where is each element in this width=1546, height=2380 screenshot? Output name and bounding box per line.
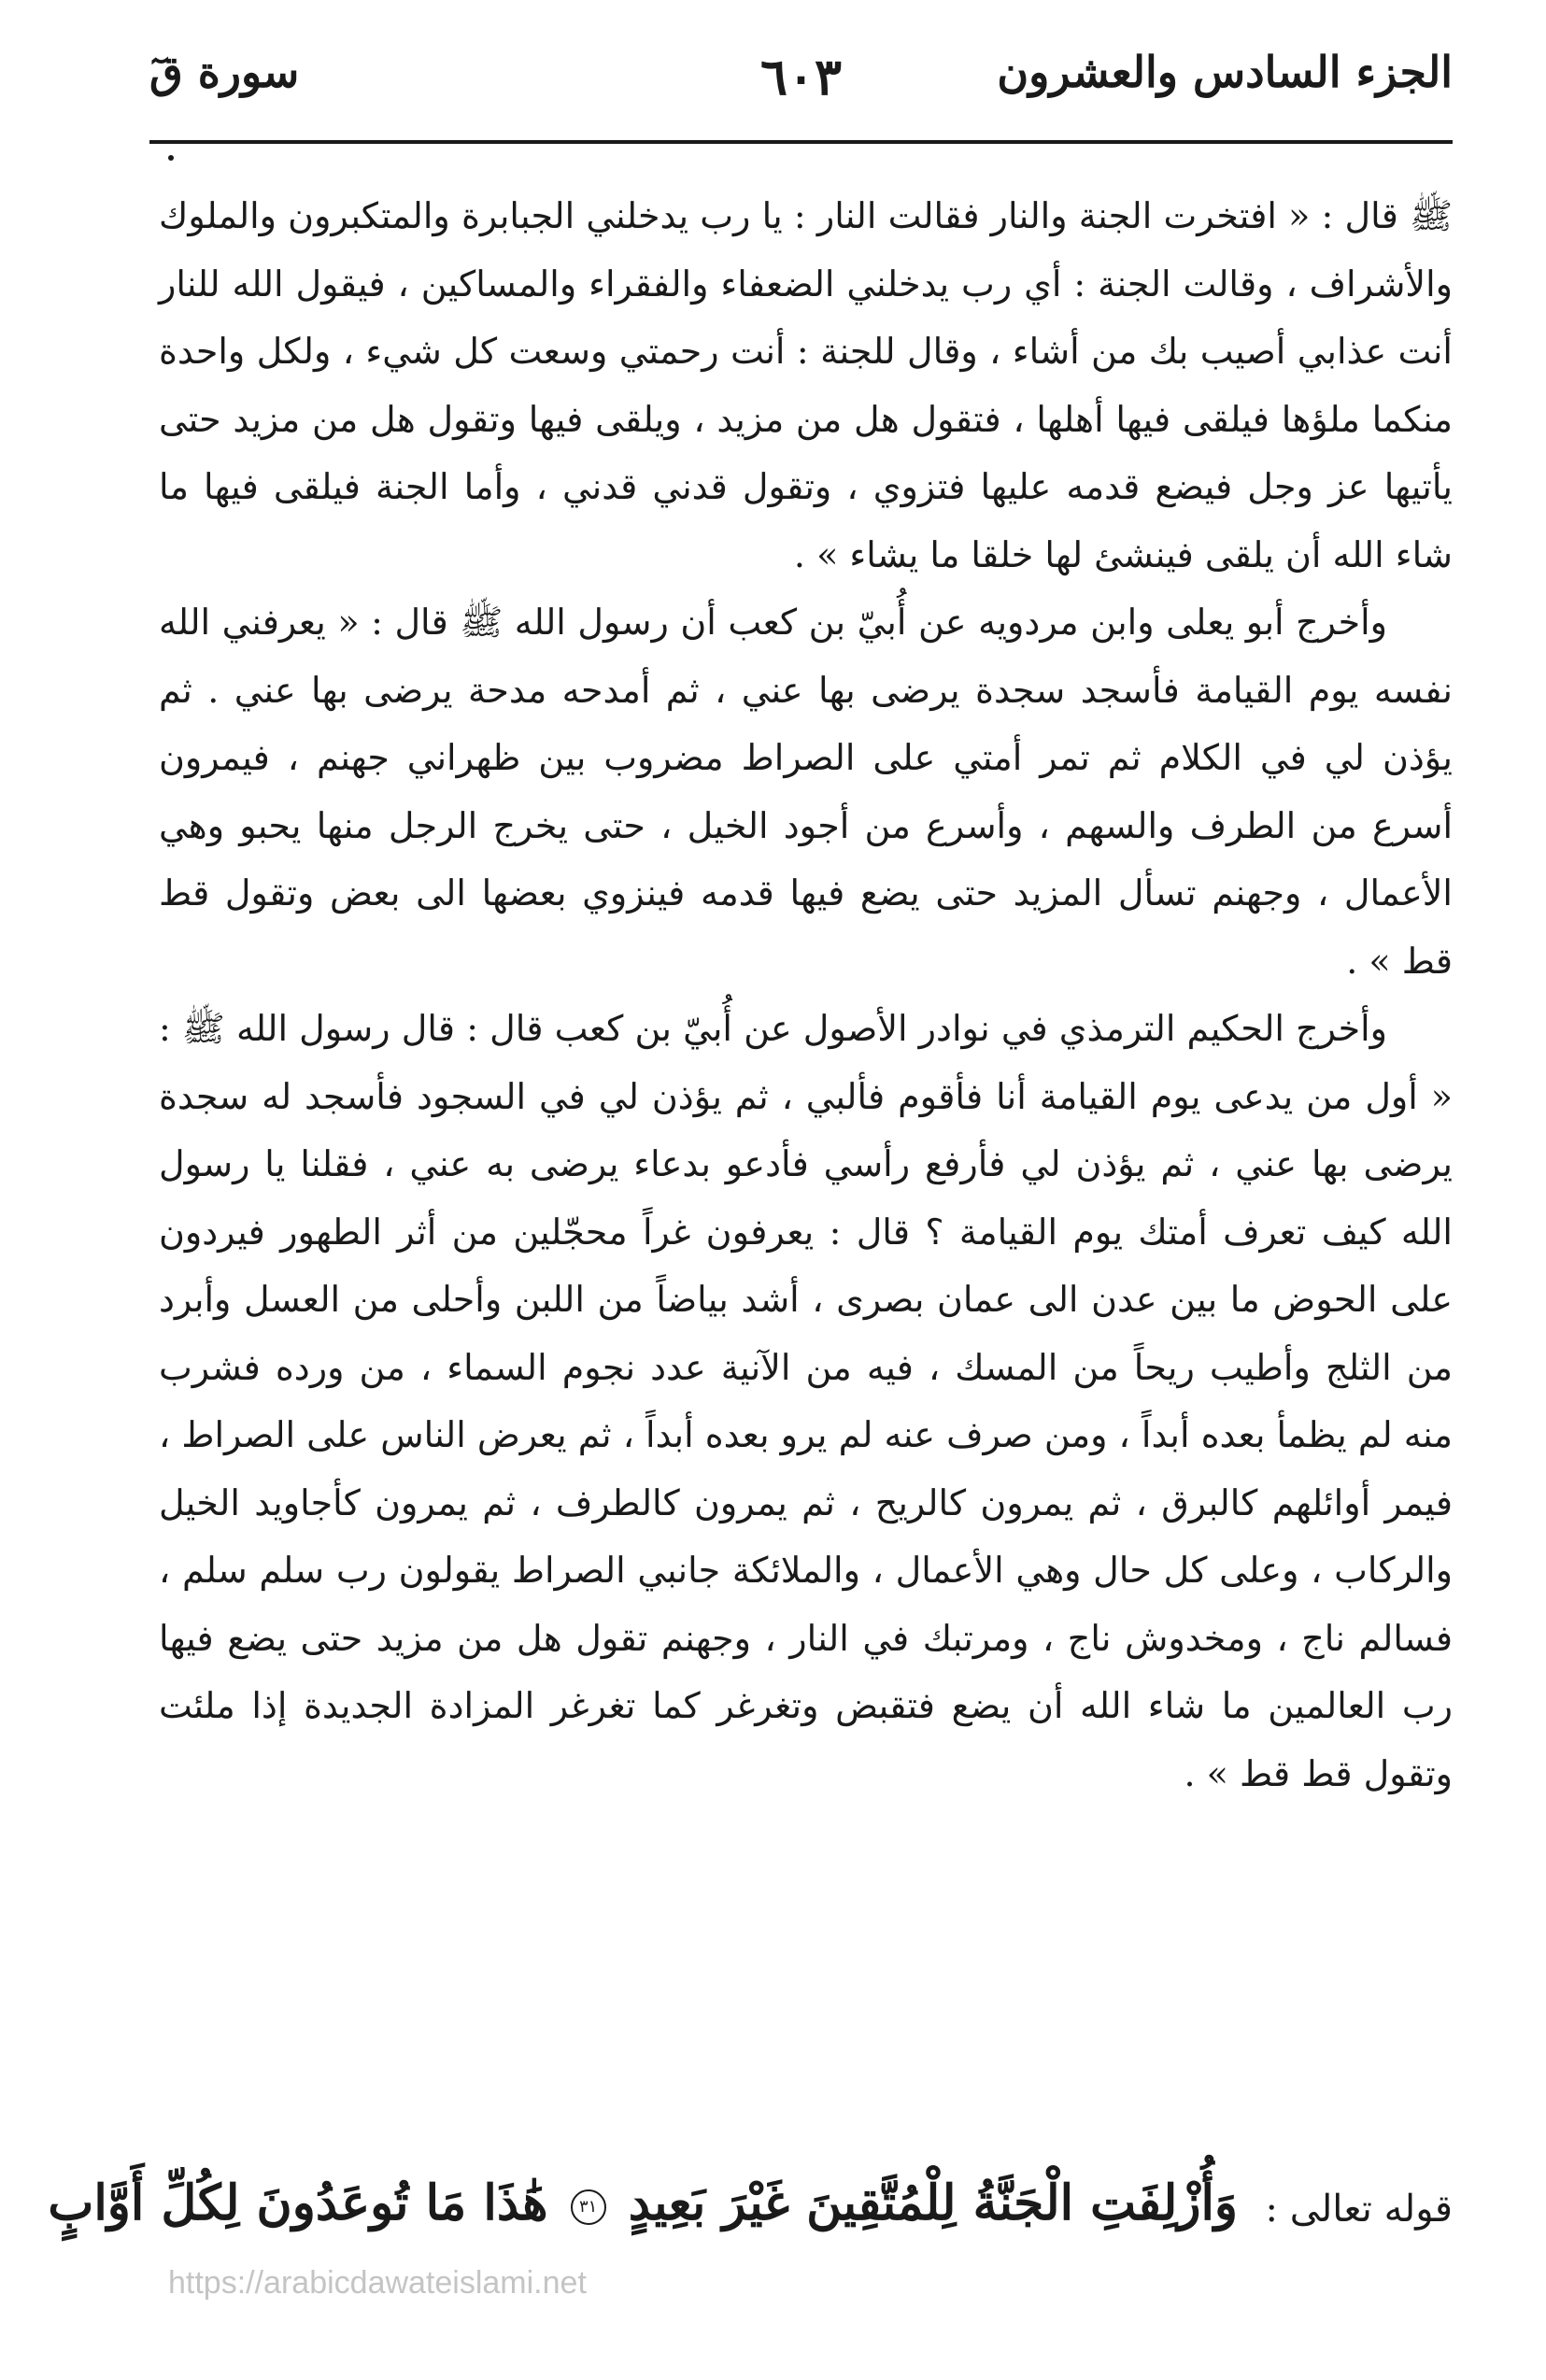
page-number: ٦٠٣ (759, 47, 842, 106)
verse-part-1: وَأُزْلِفَتِ الْجَنَّةُ لِلْمُتَّقِينَ غَيْرَ بَعِيدٍ (628, 2175, 1238, 2231)
verse-text (48, 2175, 1238, 2231)
quran-verse-line (48, 2167, 1453, 2260)
paragraph-1: ﷺ قال : « افتخرت الجنة والنار فقالت النار : يا رب يدخلني الجبابرة والمتكبرون والملوك والأشراف ، وقالت الجنة : أي رب يدخلني الضعفاء والفقراء والمساكين ، فيقول الله للنار أنت عذابي أصيب بك من أشاء ، وقال للجنة : أنت رحمتي وسعت كل شيء ، ولكل واحدة منكما ملؤها فيلقى فيها أهلها ، فتقول هل من مزيد ، ويلقى فيها وتقول هل من مزيد حتى يأتيها عز وجل فيضع قدمه عليها فتزوي ، وتقول قدني قدني ، وأما الجنة فيلقى فيها ما شاء الله أن يلقى فينشئ لها خلقا ما يشاء » . (159, 195, 1454, 575)
surah-title: سورة قٓ (149, 47, 300, 97)
juz-title: الجزء السادس والعشرون (997, 47, 1453, 97)
page-header (149, 37, 1453, 140)
header-divider (149, 140, 1453, 144)
verse-intro: قوله تعالى : (1265, 2188, 1453, 2231)
divider-dot (168, 155, 174, 161)
paragraph-2: وأخرج أبو يعلى وابن مردويه عن أُبيّ بن كعب أن رسول الله ﷺ قال : « يعرفني الله نفسه يوم القيامة فأسجد سجدة يرضى بها عني ، ثم أمدحه مدحة يرضى بها عني . ثم يؤذن لي في الكلام ثم تمر أمتي على الصراط مضروب بين ظهراني جهنم ، فيمرون أسرع من الطرف والسهم ، وأسرع من أجود الخيل ، حتى يخرج الرجل منها يحبو وهي الأعمال ، وجهنم تسأل المزيد حتى يضع فيها قدمه فينزوي بعضها الى بعض وتقول قط قط » . (159, 602, 1453, 982)
watermark-url: https://arabicdawateislami.net (168, 2265, 587, 2301)
verse-part-2: هَٰذَا مَا تُوعَدُونَ لِكُلِّ أَوَّابٍ (48, 2175, 548, 2231)
paragraph-3: وأخرج الحكيم الترمذي في نوادر الأصول عن أُبيّ بن كعب قال : قال رسول الله ﷺ : « أول من يدعى يوم القيامة أنا فأقوم فألبي ، ثم يؤذن لي في السجود فأسجد له سجدة يرضى بها عني ، ثم يؤذن لي فأرفع رأسي فأدعو بدعاء يرضى به عني ، فقلنا يا رسول الله كيف تعرف أمتك يوم القيامة ؟ قال : يعرفون غراً محجّلين من أثر الطهور فيردون على الحوض ما بين عدن الى عمان بصرى ، أشد بياضاً من اللبن وأحلى من العسل وأبرد من الثلج وأطيب ريحاً من المسك ، فيه من الآنية عدد نجوم السماء ، من ورده فشرب منه لم يظمأ بعده أبداً ، ومن صرف عنه لم يرو بعده أبداً ، ثم يعرض الناس على الصراط ، فيمر أوائلهم كالبرق ، ثم يمرون كالريح ، ثم يمرون كالطرف ، ثم يمرون كأجاويد الخيل والركاب ، وعلى كل حال وهي الأعمال ، والملائكة جانبي الصراط يقولون رب سلم سلم ، فسالم ناج ، ومخدوش ناج ، ومرتبك في النار ، وجهنم تقول هل من مزيد حتى يضع فيها رب العالمين ما شاء الله أن يضع فتقبض وتغرغر كما تغرغر المزادة الجديدة إذا ملئت وتقول قط قط » . (159, 1008, 1454, 1794)
body-text (159, 182, 1453, 1807)
ayah-number-marker: ٣١ (571, 2189, 606, 2225)
